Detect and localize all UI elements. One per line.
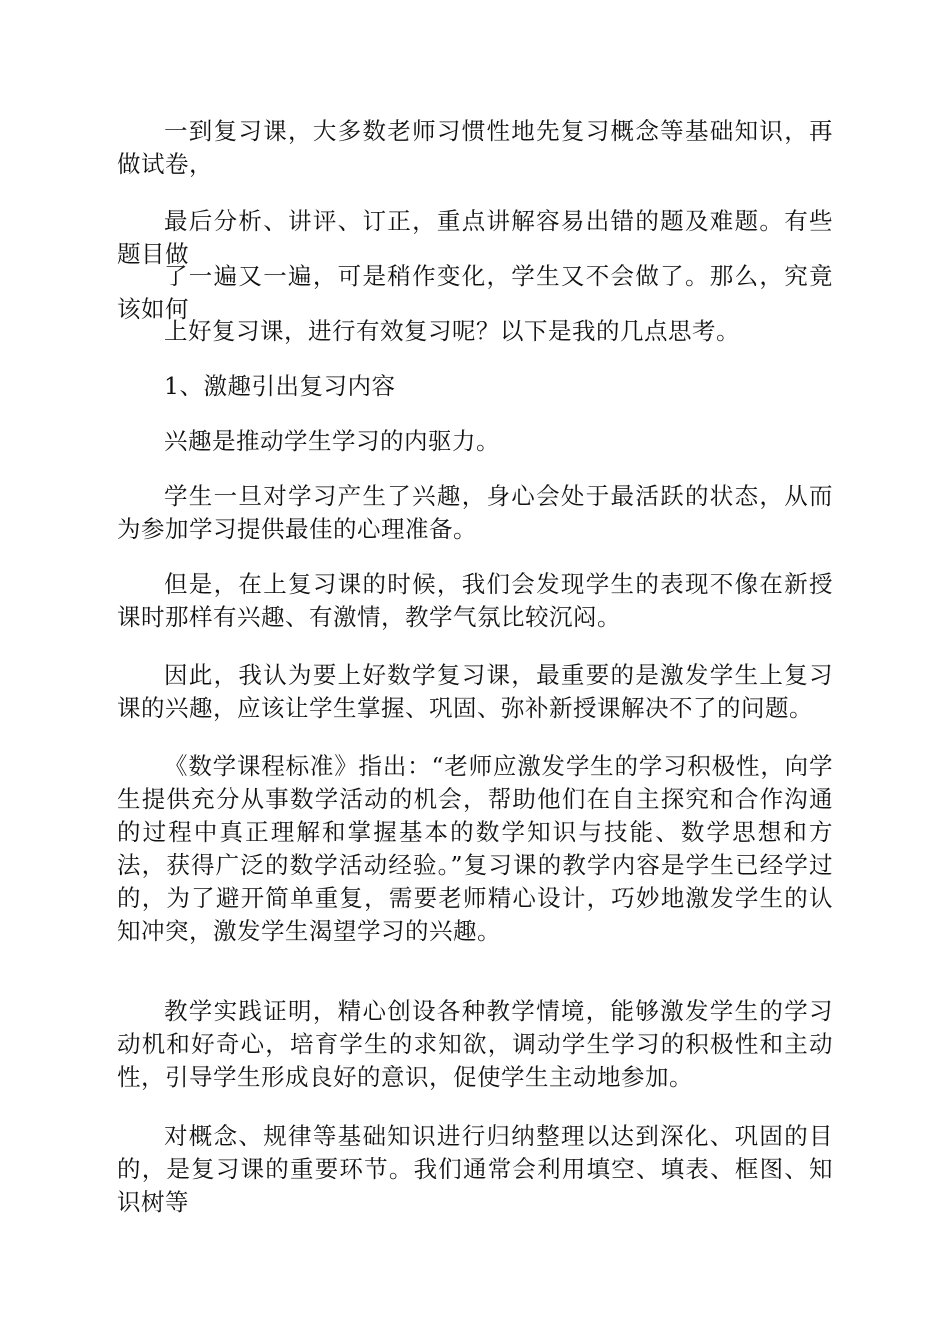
paragraph-4: 上好复习课，进行有效复习呢？以下是我的几点思考。: [164, 317, 740, 345]
paragraph-2: 最后分析、讲评、订正，重点讲解容易出错的题及难题。有些题目做: [117, 207, 833, 268]
paragraph-8: 因此，我认为要上好数学复习课，最重要的是激发学生上复习课的兴趣，应该让学生掌握、巩固、弥补新授课解决不了的问题。: [117, 661, 833, 722]
paragraph-7: 但是，在上复习课的时候，我们会发现学生的表现不像在新授课时那样有兴趣、有激情，教学气氛比较沉闷。: [117, 570, 833, 631]
paragraph-6: 学生一旦对学习产生了兴趣，身心会处于最活跃的状态，从而为参加学习提供最佳的心理准备。: [117, 482, 833, 543]
paragraph-11: 对概念、规律等基础知识进行归纳整理以达到深化、巩固的目的，是复习课的重要环节。我们通常会利用填空、填表、框图、知识树等: [117, 1122, 833, 1216]
paragraph-9: 《数学课程标准》指出：“老师应激发学生的学习积极性，向学生提供充分从事数学活动的机会，帮助他们在自主探究和合作沟通的过程中真正理解和掌握基本的数学知识与技能、数学思想和方法，获得广泛的数学活动经验。”复习课的教学内容是学生已经学过的，为了避开简单重复，需要老师精心设计，巧妙地激发学生的认知冲突，激发学生渴望学习的兴趣。: [117, 752, 833, 945]
paragraph-10: 教学实践证明，精心创设各种教学情境，能够激发学生的学习动机和好奇心，培育学生的求知欲，调动学生学习的积极性和主动性，引导学生形成良好的意识，促使学生主动地参加。: [117, 997, 833, 1091]
paragraph-5: 兴趣是推动学生学习的内驱力。: [164, 427, 500, 455]
paragraph-3: 了一遍又一遍，可是稍作变化，学生又不会做了。那么，究竟该如何: [117, 262, 833, 323]
paragraph-1: 一到复习课，大多数老师习惯性地先复习概念等基础知识，再做试卷，: [117, 117, 833, 178]
section-heading: 1、激趣引出复习内容: [164, 372, 396, 400]
